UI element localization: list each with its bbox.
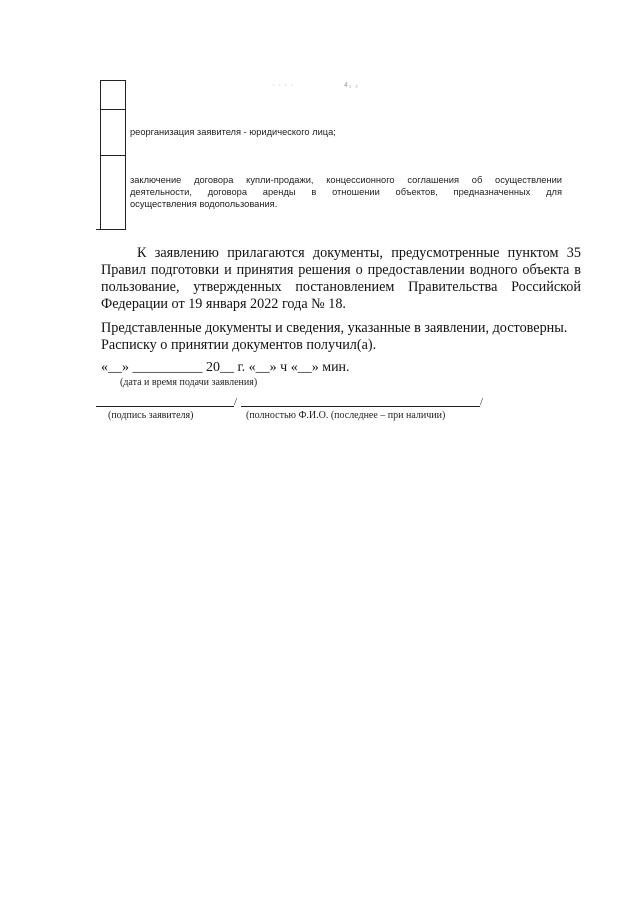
paragraph-line: К заявлению прилагаются документы, предусмотренные пунктом 35 [137,245,581,261]
date-caption: (дата и время подачи заявления) [120,377,258,388]
signature-caption: (подпись заявителя) [108,410,194,421]
option-checkbox-empty[interactable] [100,80,126,110]
scan-artifact: · · · · [272,82,295,89]
checkbox-bottom [96,229,126,230]
full-name-end-mark: / [480,396,484,408]
confirmation-paragraph [101,320,581,354]
option-line: деятельности, договора аренды в отношении объектов, предназначенных для [130,187,562,197]
paragraph-line: Расписку о принятии документов получил(а). [101,337,377,353]
option-checkbox-contract[interactable] [100,155,126,229]
submission-date-field[interactable]: «__» __________ 20__ г. «__» ч «__» мин. [101,360,350,375]
full-name-line[interactable] [241,406,480,407]
paragraph-line: Представленные документы и сведения, указанные в заявлении, достоверны. [101,320,568,336]
scan-artifact: 4₁ ₂ [344,82,359,89]
option-contract-text [130,174,562,210]
option-line: осуществления водопользования. [130,199,278,209]
paragraph-line: Федерации от 19 января 2022 года № 18. [101,296,346,312]
option-line: заключение договора купли-продажи, концессионного соглашения об осуществлении [130,175,562,185]
signature-separator: / [234,396,238,408]
full-name-caption: (полностью Ф.И.О. (последнее – при наличии) [246,410,446,421]
option-reorganization-text: реорганизация заявителя - юридического лица; [130,127,336,137]
paragraph-line: Правил подготовки и принятия решения о предоставлении водного объекта в [101,262,581,278]
paragraph-line: пользование, утвержденных постановлением Правительства Российской [101,279,581,295]
signature-line[interactable] [96,406,234,407]
attachment-paragraph [101,245,581,313]
option-checkbox-reorganization[interactable] [100,110,126,155]
